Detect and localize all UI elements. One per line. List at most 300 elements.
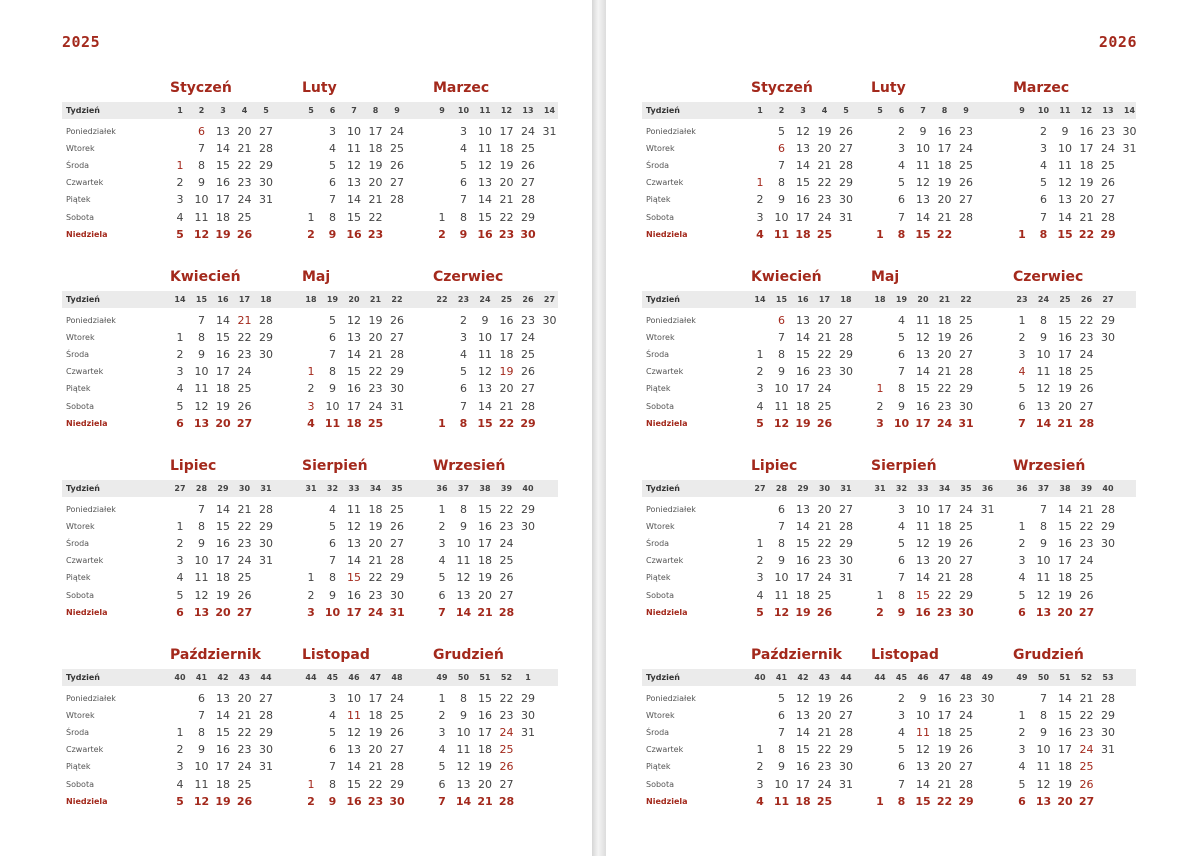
week-number: 21: [938, 295, 951, 304]
calendar-day: 25: [959, 726, 973, 740]
week-label: Tydzień: [66, 295, 100, 304]
week-number: 50: [457, 673, 470, 682]
week-number: 42: [797, 673, 809, 682]
calendar-day: 27: [1079, 399, 1094, 413]
calendar-day: 30: [1101, 726, 1115, 740]
calendar-day: 23: [368, 382, 383, 396]
calendar-day: 24: [521, 125, 535, 138]
week-number: 25: [500, 295, 513, 304]
calendar-day: 25: [959, 520, 973, 534]
calendar-day: 14: [916, 777, 930, 791]
calendar-day: 19: [1058, 588, 1072, 602]
day-name: Wtorek: [66, 333, 95, 343]
calendar-day: 17: [368, 692, 383, 705]
calendar-day: 13: [1036, 399, 1051, 413]
calendar-day: 6: [198, 125, 205, 138]
calendar-day: 4: [329, 709, 336, 723]
calendar-day: 11: [456, 743, 471, 757]
week-number: 43: [818, 673, 831, 682]
calendar-day: 22: [937, 588, 952, 602]
calendar-day: 14: [916, 571, 930, 585]
calendar-day: 13: [796, 142, 810, 156]
calendar-day: 3: [898, 503, 905, 516]
calendar-day: 11: [916, 159, 930, 173]
week-number: 41: [195, 673, 208, 682]
calendar-day: 4: [1018, 571, 1026, 585]
calendar-day: 12: [193, 794, 210, 808]
calendar-day: 12: [1036, 382, 1051, 396]
day-name: Piątek: [646, 384, 671, 394]
calendar-day: 9: [778, 365, 785, 379]
calendar-day: 1: [438, 503, 446, 516]
week-number: 4: [821, 106, 828, 115]
calendar-day: 11: [324, 416, 341, 430]
calendar-day: 26: [390, 314, 404, 327]
calendar-day: 26: [236, 794, 253, 808]
calendar-day: 23: [237, 348, 252, 362]
calendar-day: 15: [1057, 227, 1073, 241]
calendar-day: 18: [368, 503, 383, 516]
calendar-day: 21: [937, 365, 952, 379]
week-number: 40: [1102, 484, 1114, 493]
week-number: 29: [217, 484, 229, 493]
calendar-day: 5: [329, 159, 336, 173]
calendar-day: 8: [329, 571, 336, 585]
calendar-day: 29: [839, 348, 853, 362]
calendar-day: 8: [198, 331, 205, 345]
calendar-day: 11: [774, 399, 789, 413]
calendar-day: 30: [390, 588, 404, 602]
week-number: 34: [369, 484, 382, 493]
week-number: 25: [1059, 295, 1071, 304]
calendar-day: 16: [478, 520, 492, 534]
calendar-day: 20: [368, 176, 383, 190]
calendar-day: 14: [478, 399, 492, 413]
calendar-day: 20: [937, 348, 952, 362]
calendar-day: 8: [898, 382, 905, 396]
calendar-day: 8: [198, 726, 205, 740]
calendar-day: 23: [817, 193, 832, 207]
calendar-day: 13: [1035, 794, 1052, 808]
calendar-day: 26: [959, 743, 973, 757]
month-name: Kwiecień: [170, 269, 241, 285]
calendar-day: 10: [194, 760, 209, 774]
calendar-day: 11: [194, 571, 209, 585]
day-name: Niedziela: [646, 796, 688, 806]
calendar-day: 12: [916, 331, 930, 345]
calendar-day: 24: [959, 503, 973, 516]
calendar-day: 11: [916, 520, 930, 534]
calendar-day: 22: [817, 348, 832, 362]
calendar-day: 28: [1101, 210, 1115, 224]
calendar-day: 24: [959, 709, 973, 723]
calendar-day: 16: [796, 193, 810, 207]
calendar-day: 6: [329, 331, 336, 345]
day-name: Wtorek: [646, 144, 675, 154]
week-number: 7: [920, 106, 926, 115]
calendar-day: 8: [1040, 314, 1047, 327]
calendar-day: 25: [1079, 760, 1094, 774]
calendar-day: 5: [778, 125, 785, 138]
calendar-day: 22: [499, 210, 514, 224]
calendar-day: 15: [916, 382, 930, 396]
calendar-day: 24: [237, 760, 252, 774]
calendar-day: 21: [937, 571, 952, 585]
calendar-day: 19: [499, 159, 514, 173]
calendar-day: 28: [259, 314, 273, 327]
month-name: Marzec: [1013, 80, 1070, 96]
week-number: 52: [1080, 673, 1093, 682]
calendar-day: 14: [796, 159, 810, 173]
calendar-day: 22: [1079, 520, 1094, 534]
calendar-day: 4: [898, 159, 905, 173]
calendar-day: 3: [756, 571, 764, 585]
calendar-day: 2: [176, 537, 184, 551]
calendar-day: 27: [499, 777, 514, 791]
calendar-day: 26: [390, 159, 404, 173]
calendar-day: 27: [1078, 605, 1095, 619]
calendar-day: 6: [1040, 193, 1047, 207]
calendar-day: 13: [193, 605, 210, 619]
calendar-day: 21: [237, 314, 252, 327]
calendar-day: 20: [499, 176, 514, 190]
day-name: Środa: [646, 728, 670, 738]
calendar-day: 11: [194, 777, 209, 791]
calendar-day: 10: [1036, 554, 1051, 568]
calendar-day: 20: [478, 588, 492, 602]
calendar-day: 20: [215, 416, 231, 430]
calendar-day: 19: [216, 588, 230, 602]
week-number: 5: [263, 106, 269, 115]
week-number: 38: [1059, 484, 1071, 493]
calendar-day: 11: [478, 348, 492, 362]
calendar-day: 12: [347, 520, 361, 534]
calendar-day: 12: [347, 726, 361, 740]
calendar-day: 28: [521, 399, 535, 413]
calendar-day: 6: [898, 193, 905, 207]
calendar-day: 27: [390, 176, 404, 190]
day-name: Poniedziałek: [66, 316, 116, 325]
calendar-day: 27: [839, 709, 853, 723]
calendar-day: 5: [329, 314, 336, 327]
week-number: 31: [305, 484, 317, 493]
calendar-day: 27: [1101, 193, 1115, 207]
calendar-day: 22: [937, 382, 952, 396]
calendar-day: 7: [778, 159, 785, 173]
calendar-day: 3: [329, 125, 336, 138]
week-number: 32: [326, 484, 339, 493]
week-label: Tydzień: [646, 106, 680, 115]
calendar-day: 29: [959, 382, 973, 396]
calendar-day: 21: [368, 554, 383, 568]
calendar-day: 18: [795, 794, 811, 808]
week-number: 6: [329, 106, 336, 115]
calendar-day: 23: [1079, 537, 1094, 551]
calendar-day: 5: [1018, 588, 1026, 602]
calendar-day: 23: [367, 794, 384, 808]
calendar-day: 24: [1079, 554, 1094, 568]
calendar-day: 31: [259, 193, 273, 207]
calendar-day: 15: [477, 416, 493, 430]
day-name: Wtorek: [66, 144, 95, 154]
calendar-day: 31: [839, 210, 853, 224]
calendar-day: 31: [1101, 743, 1115, 757]
calendar-day: 12: [456, 571, 471, 585]
calendar-day: 4: [898, 314, 905, 327]
week-number: 22: [391, 295, 403, 304]
day-name: Poniedziałek: [66, 694, 116, 703]
calendar-day: 18: [346, 416, 362, 430]
calendar-day: 28: [959, 777, 973, 791]
calendar-day: 1: [438, 692, 446, 705]
calendar-day: 2: [898, 125, 905, 138]
calendar-day: 24: [499, 537, 514, 551]
week-number: 31: [260, 484, 272, 493]
calendar-day: 22: [1078, 227, 1095, 241]
calendar-day: 21: [237, 709, 252, 723]
calendar-day: 12: [1036, 777, 1051, 791]
calendar-day: 21: [368, 193, 383, 207]
week-number: 1: [177, 106, 183, 115]
week-number: 44: [305, 673, 317, 682]
calendar-day: 3: [438, 537, 446, 551]
calendar-day: 25: [390, 503, 404, 516]
calendar-day: 25: [817, 399, 832, 413]
month-name: Sierpień: [871, 458, 937, 474]
week-number: 48: [960, 673, 972, 682]
calendar-day: 3: [1018, 743, 1026, 757]
week-number: 41: [775, 673, 788, 682]
calendar-day: 23: [817, 365, 832, 379]
calendar-day: 30: [980, 692, 995, 705]
calendar-day: 30: [958, 605, 974, 619]
calendar-day: 10: [456, 537, 471, 551]
calendar-day: 17: [796, 210, 810, 224]
day-name: Czwartek: [66, 178, 104, 188]
day-name: Niedziela: [66, 607, 108, 617]
day-name: Piątek: [646, 762, 671, 772]
calendar-day: 14: [1058, 503, 1072, 516]
calendar-day: 25: [959, 314, 973, 327]
day-name: Sobota: [646, 590, 674, 600]
calendar-day: 31: [980, 503, 995, 516]
day-name: Piątek: [66, 195, 91, 205]
calendar-day: 19: [817, 125, 832, 138]
calendar-day: 23: [959, 125, 973, 138]
calendar-day: 29: [521, 503, 535, 516]
calendar-day: 29: [1101, 314, 1115, 327]
calendar-day: 4: [438, 743, 446, 757]
calendar-day: 21: [237, 503, 252, 516]
calendar-day: 26: [1079, 777, 1094, 791]
calendar-day: 21: [368, 348, 383, 362]
calendar-day: 31: [1122, 142, 1137, 156]
calendar-day: 7: [898, 210, 905, 224]
calendar-day: 8: [329, 210, 336, 224]
calendar-day: 24: [817, 210, 832, 224]
calendar-day: 27: [390, 743, 404, 757]
calendar-day: 28: [390, 193, 404, 207]
calendar-day: 5: [438, 760, 446, 774]
week-number: 8: [372, 106, 379, 115]
calendar-day: 19: [937, 537, 952, 551]
calendar-day: 13: [478, 382, 492, 396]
calendar-day: 17: [1058, 348, 1072, 362]
calendar-day: 5: [756, 416, 764, 430]
calendar-day: 25: [390, 709, 404, 723]
calendar-day: 11: [347, 142, 361, 156]
calendar-day: 4: [329, 142, 336, 156]
calendar-day: 23: [499, 709, 514, 723]
calendar-day: 16: [937, 692, 952, 705]
calendar-day: 24: [521, 331, 535, 345]
week-number: 13: [522, 106, 534, 115]
day-name: Poniedziałek: [646, 127, 696, 136]
calendar-day: 18: [478, 554, 492, 568]
calendar-day: 16: [478, 709, 492, 723]
calendar-day: 22: [1079, 314, 1094, 327]
week-number: 52: [500, 673, 513, 682]
month-name: Listopad: [302, 647, 370, 663]
calendar-day: 8: [460, 692, 467, 705]
calendar-day: 20: [937, 760, 952, 774]
calendar-day: 9: [481, 314, 489, 327]
calendar-day: 15: [1058, 520, 1072, 534]
calendar-day: 23: [1079, 331, 1094, 345]
calendar-day: 15: [216, 520, 230, 534]
calendar-day: 6: [898, 348, 905, 362]
calendar-day: 15: [796, 348, 810, 362]
calendar-day: 25: [521, 142, 535, 156]
calendar-day: 26: [1079, 382, 1094, 396]
calendar-day: 4: [176, 210, 184, 224]
calendar-day: 20: [499, 382, 514, 396]
calendar-day: 20: [1057, 605, 1073, 619]
calendar-day: 2: [460, 314, 467, 327]
calendar-day: 26: [236, 227, 253, 241]
week-number: 18: [840, 295, 852, 304]
day-name: Wtorek: [646, 333, 675, 343]
calendar-day: 23: [499, 520, 514, 534]
calendar-day: 24: [1079, 348, 1094, 362]
calendar-day: 12: [796, 692, 810, 705]
calendar-day: 9: [460, 709, 467, 723]
month-name: Czerwiec: [1013, 269, 1084, 285]
calendar-day: 13: [796, 503, 810, 516]
calendar-day: 12: [194, 399, 209, 413]
calendar-day: 16: [216, 537, 230, 551]
month-name: Październik: [170, 647, 261, 663]
calendar-day: 20: [478, 777, 492, 791]
calendar-day: 26: [1101, 176, 1115, 190]
calendar-day: 8: [778, 537, 785, 551]
calendar-day: 22: [237, 159, 252, 173]
calendar-day: 19: [368, 159, 383, 173]
calendar-day: 25: [367, 416, 384, 430]
calendar-day: 6: [438, 777, 446, 791]
week-number: 26: [522, 295, 534, 304]
calendar-day: 8: [778, 176, 785, 190]
calendar-day: 29: [958, 794, 974, 808]
week-number: 14: [543, 106, 556, 115]
calendar-day: 21: [937, 777, 952, 791]
calendar-day: 30: [259, 743, 273, 757]
calendar-day: 17: [478, 726, 492, 740]
week-number: 50: [1037, 673, 1050, 682]
calendar-day: 21: [1079, 692, 1094, 705]
calendar-day: 28: [390, 554, 404, 568]
week-number: 22: [960, 295, 972, 304]
week-number: 40: [754, 673, 766, 682]
week-number: 36: [436, 484, 448, 493]
week-number: 51: [1059, 673, 1071, 682]
week-label: Tydzień: [646, 484, 680, 493]
calendar-day: 24: [499, 726, 514, 740]
calendar-day: 23: [367, 227, 384, 241]
calendar-day: 16: [1079, 125, 1094, 138]
calendar-day: 16: [796, 554, 810, 568]
calendar-day: 12: [796, 125, 810, 138]
calendar-day: 1: [1018, 520, 1026, 534]
calendar-day: 19: [499, 365, 514, 379]
week-number: 2: [198, 106, 205, 115]
calendar-day: 3: [876, 416, 884, 430]
calendar-day: 19: [478, 760, 492, 774]
calendar-day: 14: [216, 709, 230, 723]
calendar-day: 28: [959, 571, 973, 585]
day-name: Sobota: [646, 779, 674, 789]
calendar-day: 17: [346, 605, 362, 619]
calendar-day: 2: [307, 794, 315, 808]
calendar-day: 30: [259, 537, 273, 551]
week-number: 5: [308, 106, 314, 115]
week-number: 24: [1037, 295, 1050, 304]
calendar-day: 1: [307, 777, 315, 791]
calendar-day: 27: [236, 605, 253, 619]
calendar-day: 13: [1058, 193, 1072, 207]
calendar-day: 16: [796, 760, 810, 774]
calendar-day: 10: [774, 382, 789, 396]
calendar-day: 1: [876, 588, 884, 602]
calendar-day: 28: [259, 709, 273, 723]
calendar-day: 6: [460, 382, 467, 396]
calendar-day: 22: [368, 365, 383, 379]
calendar-day: 28: [839, 159, 853, 173]
calendar-day: 30: [1101, 537, 1115, 551]
calendar-day: 31: [389, 605, 405, 619]
calendar-day: 10: [774, 571, 789, 585]
calendar-day: 14: [478, 193, 492, 207]
calendar-day: 2: [307, 227, 315, 241]
page-gutter: [592, 0, 606, 856]
calendar-day: 5: [329, 726, 336, 740]
calendar-day: 6: [778, 709, 785, 723]
calendar-day: 8: [459, 416, 468, 430]
calendar-day: 2: [1018, 331, 1026, 345]
calendar-page-2025: [0, 0, 592, 856]
calendar-day: 9: [778, 554, 785, 568]
calendar-day: 22: [499, 503, 514, 516]
calendar-day: 29: [839, 176, 853, 190]
calendar-day: 30: [389, 794, 405, 808]
calendar-day: 11: [774, 588, 789, 602]
calendar-day: 12: [916, 176, 930, 190]
calendar-day: 9: [329, 588, 336, 602]
calendar-day: 28: [1101, 503, 1115, 516]
calendar-day: 9: [329, 382, 336, 396]
week-number: 35: [391, 484, 403, 493]
calendar-day: 25: [959, 159, 973, 173]
